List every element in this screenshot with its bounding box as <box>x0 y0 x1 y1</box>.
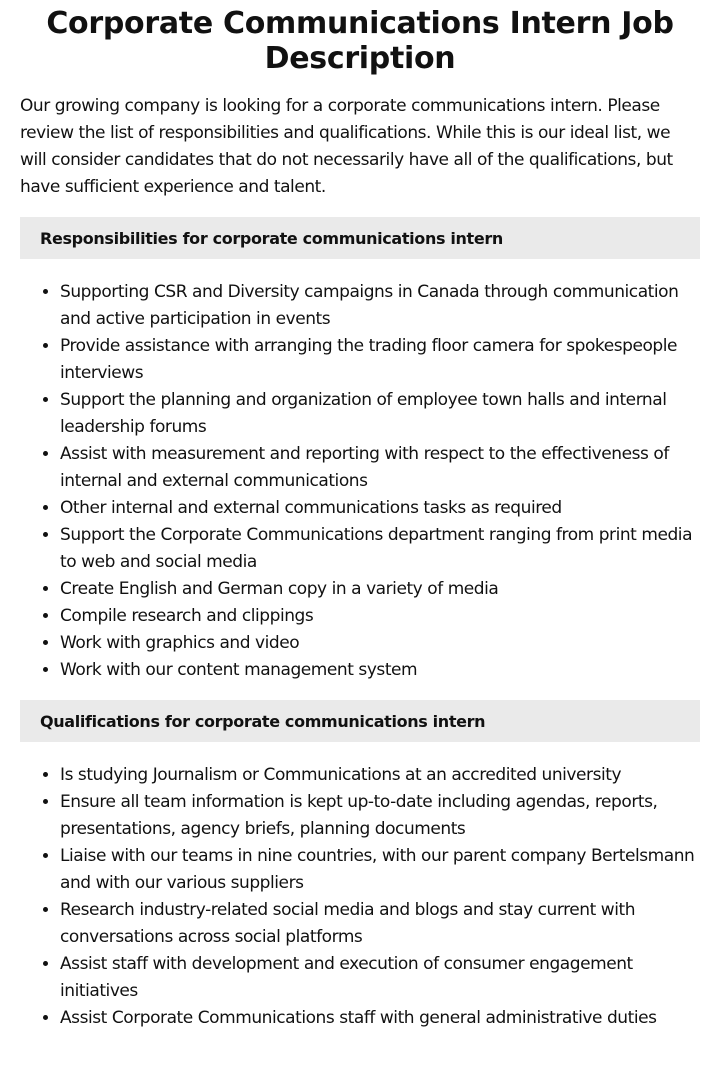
list-item: • Liaise with our teams in nine countries, with our parent company Bertelsmann and with our various suppliers <box>60 843 700 897</box>
qualifications-list <box>20 762 700 1032</box>
list-item: • Assist with measurement and reporting with respect to the effectiveness of internal and external communications <box>60 441 700 495</box>
list-item: • Supporting CSR and Diversity campaigns in Canada through communication and active participation in events <box>60 279 700 333</box>
list-item: • Is studying Journalism or Communications at an accredited university <box>60 762 700 789</box>
list-item: • Other internal and external communications tasks as required <box>60 495 700 522</box>
list-item: • Compile research and clippings <box>60 603 700 630</box>
list-item: • Provide assistance with arranging the trading floor camera for spokespeople interviews <box>60 333 700 387</box>
list-item: • Assist Corporate Communications staff with general administrative duties <box>60 1005 700 1032</box>
list-item: • Support the Corporate Communications department ranging from print media to web and social media <box>60 522 700 576</box>
responsibilities-heading: Responsibilities for corporate communications intern <box>40 228 503 248</box>
list-item: • Ensure all team information is kept up-to-date including agendas, reports, presentations, agency briefs, planning documents <box>60 789 700 843</box>
intro-paragraph: Our growing company is looking for a corporate communications intern. Please review the list of responsibilities and qualifications. While this is our ideal list, we will consider candidates that do not necessarily have all of the qualifications, but have sufficient experience and talent. <box>20 96 673 197</box>
qualifications-header <box>20 700 700 742</box>
list-item: • Create English and German copy in a variety of media <box>60 576 700 603</box>
responsibilities-list <box>20 279 700 684</box>
list-item: • Work with graphics and video <box>60 630 700 657</box>
qualifications-heading: Qualifications for corporate communications intern <box>40 711 486 731</box>
list-item: • Research industry-related social media and blogs and stay current with conversations across social platforms <box>60 897 700 951</box>
list-item: • Support the planning and organization of employee town halls and internal leadership forums <box>60 387 700 441</box>
page-title: Corporate Communications Intern Job Description <box>46 6 674 76</box>
responsibilities-header <box>20 217 700 259</box>
list-item: • Work with our content management system <box>60 657 700 684</box>
list-item: • Assist staff with development and execution of consumer engagement initiatives <box>60 951 700 1005</box>
